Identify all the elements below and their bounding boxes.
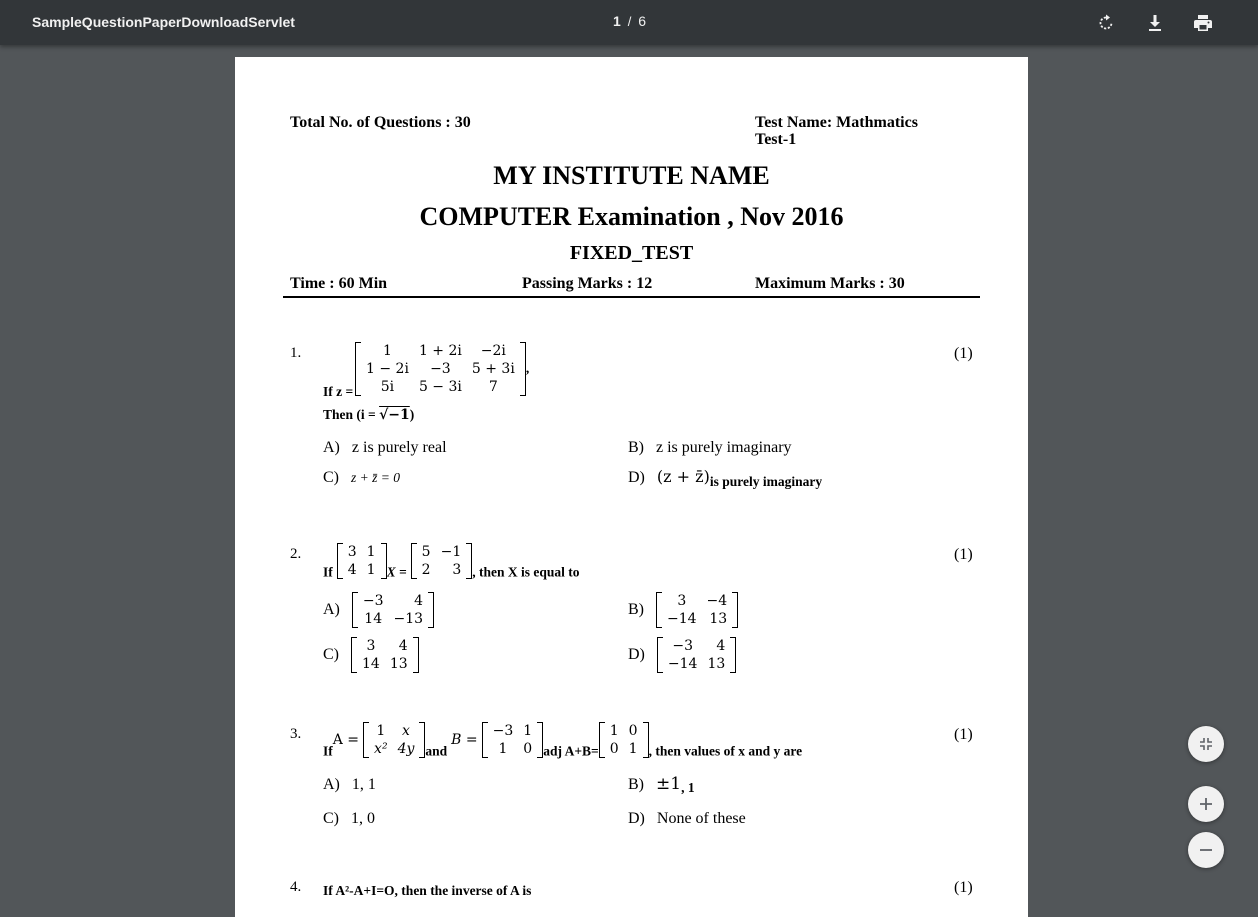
option-b[interactable]: B) 3 −4 −14 13 <box>628 592 738 628</box>
download-icon <box>1143 11 1167 35</box>
maximum-marks: Maximum Marks : 30 <box>755 275 905 292</box>
rotate-icon <box>1094 11 1118 35</box>
question-number: 3. <box>290 726 302 742</box>
zoom-out-icon <box>1197 841 1215 859</box>
print-button[interactable] <box>1191 11 1215 35</box>
option-b[interactable]: B) ±1, 1 <box>628 774 695 795</box>
question-number: 4. <box>290 879 302 895</box>
print-icon <box>1191 11 1215 35</box>
option-a[interactable]: A) 1, 1 <box>323 776 376 793</box>
header-divider <box>283 296 980 298</box>
test-name: Test Name: Mathmatics <box>755 114 918 131</box>
time-limit: Time : 60 Min <box>290 275 388 292</box>
pdf-toolbar <box>0 0 1258 45</box>
question-marks: (1) <box>954 345 973 362</box>
option-a[interactable]: A) z is purely real <box>323 439 447 456</box>
option-b[interactable]: B) z is purely imaginary <box>628 439 792 456</box>
option-d[interactable]: D) −3 4 −14 13 <box>628 637 736 673</box>
option-c[interactable]: C) 3 4 14 13 <box>323 637 419 673</box>
question-number: 1. <box>290 345 302 361</box>
option-d[interactable]: D) None of these <box>628 810 746 827</box>
fit-to-page-icon <box>1197 735 1215 753</box>
question-note: Then (i = √−1) <box>323 407 415 423</box>
download-button[interactable] <box>1143 11 1167 35</box>
question-text: If A²-A+I=O, then the inverse of A is <box>323 883 532 898</box>
total-questions: Total No. of Questions : 30 <box>290 114 471 131</box>
question-marks: (1) <box>954 879 973 896</box>
zoom-in-icon <box>1197 795 1215 813</box>
matrix-z: 1 1 + 2i −2i 1 − 2i −3 5 + 3i 5i 5 − 3i 7 , <box>355 342 529 396</box>
question-marks: (1) <box>954 546 973 563</box>
option-c[interactable]: C) 1, 0 <box>323 810 375 827</box>
rotate-button[interactable] <box>1094 11 1118 35</box>
page-indicator <box>613 13 646 29</box>
option-d[interactable]: D) $(z + z̄)_{is purely imaginary}$ <box>628 467 823 489</box>
question-marks: (1) <box>954 726 973 743</box>
institute-name: MY INSTITUTE NAME <box>493 161 770 190</box>
test-name-suffix: Test-1 <box>755 131 797 148</box>
option-a[interactable]: A) −3 4 14 −13 <box>323 592 434 628</box>
pdf-page <box>235 57 1028 917</box>
passing-marks: Passing Marks : 12 <box>522 275 653 292</box>
test-type: FIXED_TEST <box>569 242 694 264</box>
question-number: 2. <box>290 546 302 562</box>
option-c[interactable]: C) z + z̄ = 0 <box>323 469 400 486</box>
page-separator: / <box>627 14 632 29</box>
question-prefix: If z = <box>323 384 354 399</box>
total-pages: 6 <box>638 13 646 29</box>
document-title: SampleQuestionPaperDownloadServlet <box>32 14 295 30</box>
zoom-out-button[interactable] <box>1188 832 1224 868</box>
zoom-in-button[interactable] <box>1188 786 1224 822</box>
exam-title: COMPUTER Examination , Nov 2016 <box>419 202 844 231</box>
question-text: $_{If}$A = 1 x x² 4y $_{and}$ B = −3 1 1 0 $_{adj A+B=}$ 1 0 0 1 $_{, then values of x and y are}$ <box>323 723 803 759</box>
question-text: $_{If}$ 3 1 4 1 $_{X =}$ 5 −1 2 3 $_{, then X is equal to}$ <box>323 544 580 580</box>
current-page[interactable]: 1 <box>613 13 621 29</box>
fit-to-page-button[interactable] <box>1188 726 1224 762</box>
